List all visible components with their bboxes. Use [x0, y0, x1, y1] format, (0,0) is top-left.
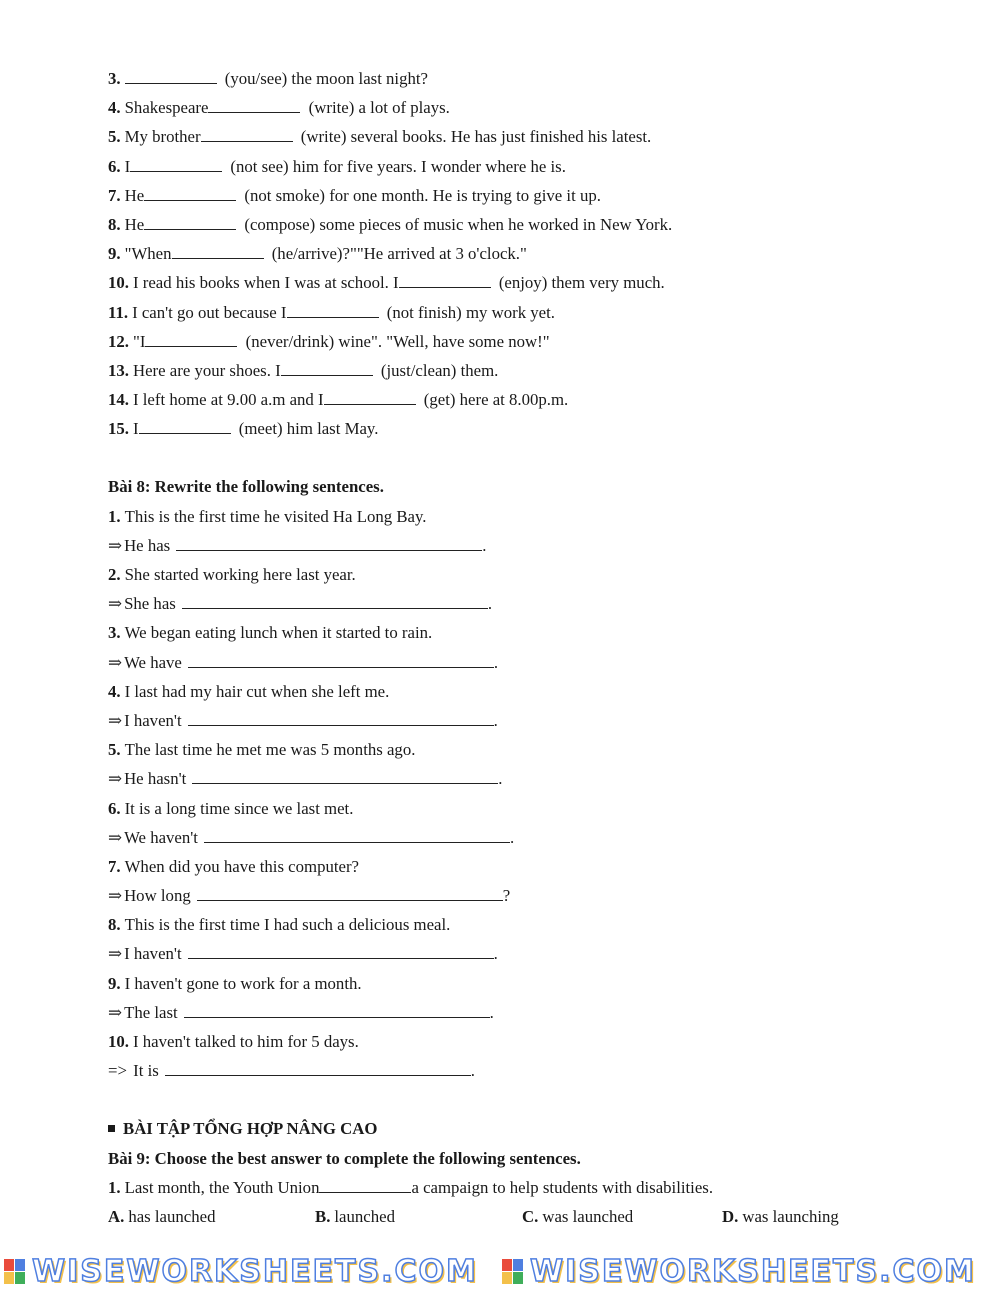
item-text-before: I [132, 419, 139, 439]
arrow-icon: ⇒ [108, 710, 123, 730]
ex8-item-8 [108, 910, 968, 939]
ex8-item-1 [108, 502, 968, 531]
advanced-heading-text: BÀI TẬP TỔNG HỢP NÂNG CAO [123, 1119, 378, 1139]
item-sentence: I haven't talked to him for 5 days. [132, 1032, 359, 1051]
square-bullet-icon [108, 1125, 115, 1132]
item-text-before: I read his books when I was at school. I [132, 273, 399, 293]
ex8-rewrite-2 [108, 589, 968, 618]
item-text-before: My brother [124, 127, 201, 147]
option-label: D. [722, 1206, 739, 1226]
item-number: 14. [108, 390, 129, 410]
end-punct: . [493, 944, 498, 964]
answer-blank[interactable] [201, 127, 293, 142]
answer-blank[interactable] [144, 215, 236, 230]
option-text: has launched [128, 1206, 216, 1226]
item-text-before: I [124, 156, 131, 176]
item-text-before: Shakespeare [124, 98, 209, 118]
watermark-text: WISEWORKSHEETS.COM [32, 1254, 478, 1289]
rewrite-prompt: We have [124, 652, 182, 672]
option-b[interactable] [315, 1202, 395, 1231]
item-text-before: "When [124, 244, 172, 264]
wise-logo-icon [4, 1259, 26, 1285]
item-text: (write) a lot of plays. [308, 98, 450, 118]
item-sentence: We began eating lunch when it started to rain. [124, 623, 433, 643]
ex7-item-9 [108, 239, 968, 268]
answer-blank[interactable] [287, 303, 379, 318]
ex8-item-9 [108, 969, 968, 998]
answer-blank[interactable] [399, 273, 491, 288]
item-text: (enjoy) them very much. [498, 273, 665, 293]
item-text: (compose) some pieces of music when he worked in New York. [244, 214, 673, 234]
ex8-item-3 [108, 618, 968, 647]
arrow-icon: ⇒ [108, 769, 123, 789]
item-text: (you/see) the moon last night? [224, 69, 428, 88]
rewrite-blank[interactable] [188, 653, 494, 668]
answer-blank[interactable] [144, 186, 236, 201]
arrow-icon: ⇒ [108, 652, 123, 672]
ex8-rewrite-9 [108, 998, 968, 1027]
ex7-item-14 [108, 385, 968, 414]
option-c[interactable] [522, 1202, 633, 1231]
ex8-item-7 [108, 852, 968, 881]
ex8-item-4 [108, 677, 968, 706]
answer-blank[interactable] [172, 244, 264, 259]
item-number: 12. [108, 331, 129, 351]
item-number: 11. [108, 302, 129, 322]
end-punct: ? [502, 886, 511, 906]
arrow-icon: => [108, 1061, 127, 1081]
ex8-item-2 [108, 560, 968, 589]
option-label: C. [522, 1206, 539, 1226]
arrow-icon: ⇒ [108, 827, 123, 847]
item-number: 5. [108, 127, 121, 147]
wise-logo-icon [502, 1259, 524, 1285]
ex8-rewrite-8 [108, 939, 968, 968]
answer-blank[interactable] [139, 419, 231, 434]
advanced-section-heading [108, 1114, 968, 1143]
ex7-item-7 [108, 181, 968, 210]
answer-blank[interactable] [324, 390, 416, 405]
item-text-before: I can't go out because I [132, 302, 287, 322]
item-text: (get) here at 8.00p.m. [423, 390, 569, 410]
exercise-9 [108, 1144, 968, 1232]
rewrite-blank[interactable] [182, 594, 488, 609]
rewrite-blank[interactable] [184, 1003, 490, 1018]
item-number: 6. [108, 156, 121, 176]
item-number: 10. [108, 1032, 129, 1051]
ex8-rewrite-10 [108, 1056, 968, 1085]
item-number: 6. [108, 798, 121, 818]
ex7-item-3 [108, 64, 968, 93]
item-text: (not finish) my work yet. [386, 302, 555, 322]
ex7-item-11 [108, 298, 968, 327]
option-label: A. [108, 1206, 125, 1226]
end-punct: . [493, 710, 498, 730]
ex8-rewrite-1 [108, 531, 968, 560]
item-sentence: I haven't gone to work for a month. [124, 973, 362, 993]
rewrite-blank[interactable] [188, 944, 494, 959]
item-number: 7. [108, 185, 121, 205]
ex8-rewrite-7 [108, 881, 968, 910]
item-text-before: He [124, 185, 145, 205]
item-sentence: This is the first time I had such a delicious meal. [124, 915, 451, 935]
exercise-7-list [108, 64, 968, 443]
rewrite-blank[interactable] [188, 711, 494, 726]
item-sentence: It is a long time since we last met. [124, 798, 354, 818]
answer-blank[interactable] [208, 98, 300, 113]
ex8-rewrite-6 [108, 823, 968, 852]
answer-blank[interactable] [319, 1178, 411, 1193]
rewrite-prompt: She has [124, 594, 176, 614]
ex7-item-8 [108, 210, 968, 239]
item-text: (just/clean) them. [380, 360, 499, 380]
item-sentence: When did you have this computer? [124, 856, 359, 876]
item-sentence: The last time he met me was 5 months ago. [124, 740, 416, 760]
rewrite-prompt: I haven't [124, 944, 182, 964]
ex8-item-10 [108, 1027, 968, 1056]
item-number: 4. [108, 98, 121, 118]
end-punct: . [487, 594, 493, 614]
item-number: 5. [108, 740, 121, 760]
rewrite-prompt: He has [124, 535, 171, 555]
item-number: 15. [108, 419, 129, 439]
item-text: (meet) him last May. [238, 419, 379, 439]
item-sentence: She started working here last year. [124, 565, 356, 584]
arrow-icon: ⇒ [108, 886, 123, 906]
end-punct: . [509, 827, 515, 847]
answer-blank[interactable] [281, 361, 373, 376]
option-d[interactable] [722, 1202, 839, 1231]
ex8-item-5 [108, 735, 968, 764]
answer-blank[interactable] [125, 69, 217, 84]
ex8-rewrite-3 [108, 648, 968, 677]
end-punct: . [482, 535, 487, 555]
rewrite-prompt: How long [124, 886, 191, 906]
rewrite-prompt: It is [133, 1061, 159, 1081]
item-text: (never/drink) wine". "Well, have some now!" [245, 331, 550, 351]
rewrite-blank[interactable] [204, 828, 510, 843]
end-punct: . [493, 652, 499, 672]
item-text-before: I left home at 9.00 a.m and I [132, 390, 324, 410]
ex7-item-4 [108, 93, 968, 122]
ex9-question-1 [108, 1173, 968, 1202]
item-number: 8. [108, 915, 121, 935]
item-number: 2. [108, 565, 121, 584]
ex9-options-1 [108, 1202, 968, 1231]
option-text: was launched [542, 1206, 634, 1226]
item-text: (write) several books. He has just finished his latest. [300, 127, 652, 147]
option-a[interactable] [108, 1202, 215, 1231]
question-text-after: a campaign to help students with disabilities. [411, 1177, 714, 1197]
item-number: 9. [108, 244, 121, 264]
ex7-item-6 [108, 152, 968, 181]
option-label: B. [315, 1206, 331, 1226]
end-punct: . [470, 1061, 475, 1081]
ex7-item-15 [108, 414, 968, 443]
exercise-9-title: Bài 9: Choose the best answer to complete the following sentences. [108, 1148, 581, 1168]
item-text-before: "I [132, 331, 146, 351]
watermark-text: WISEWORKSHEETS.COM [530, 1254, 976, 1289]
item-number: 9. [108, 973, 121, 993]
rewrite-prompt: The last [124, 1002, 178, 1022]
rewrite-blank[interactable] [192, 769, 498, 784]
item-number: 1. [108, 1177, 121, 1197]
question-text-before: Last month, the Youth Union [124, 1177, 320, 1197]
rewrite-prompt: I haven't [124, 710, 182, 730]
ex8-item-6 [108, 794, 968, 823]
item-text: (not smoke) for one month. He is trying to give it up. [244, 185, 601, 205]
answer-blank[interactable] [130, 157, 222, 172]
ex7-item-5 [108, 122, 968, 151]
end-punct: . [489, 1002, 494, 1022]
rewrite-blank[interactable] [165, 1061, 471, 1076]
answer-blank[interactable] [145, 332, 237, 347]
item-number: 3. [108, 623, 121, 643]
worksheet-page [108, 64, 968, 1231]
watermark-1 [4, 1254, 478, 1289]
item-number: 4. [108, 681, 121, 701]
exercise-8 [108, 472, 968, 1085]
arrow-icon: ⇒ [108, 594, 123, 614]
item-number: 7. [108, 856, 121, 876]
option-text: was launching [742, 1206, 839, 1226]
exercise-8-title: Bài 8: Rewrite the following sentences. [108, 477, 384, 497]
item-sentence: This is the first time he visited Ha Long Bay. [124, 506, 427, 526]
watermark-2 [502, 1254, 976, 1289]
rewrite-prompt: He hasn't [124, 769, 187, 789]
rewrite-prompt: We haven't [124, 827, 198, 847]
ex8-rewrite-4 [108, 706, 968, 735]
watermark-footer [0, 1254, 1000, 1288]
option-text: launched [334, 1206, 395, 1226]
item-number: 10. [108, 273, 129, 293]
item-text: (he/arrive)?""He arrived at 3 o'clock." [271, 244, 527, 264]
item-sentence: I last had my hair cut when she left me. [124, 681, 390, 701]
item-text-before: He [124, 214, 145, 234]
item-number: 3. [108, 69, 121, 88]
ex7-item-13 [108, 356, 968, 385]
rewrite-blank[interactable] [197, 886, 503, 901]
arrow-icon: ⇒ [108, 944, 123, 964]
item-number: 13. [108, 360, 129, 380]
arrow-icon: ⇒ [108, 1002, 123, 1022]
ex7-item-10 [108, 268, 968, 297]
end-punct: . [498, 769, 503, 789]
item-text: (not see) him for five years. I wonder where he is. [230, 156, 566, 176]
arrow-icon: ⇒ [108, 535, 123, 555]
item-number: 1. [108, 506, 121, 526]
ex7-item-12 [108, 327, 968, 356]
ex8-rewrite-5 [108, 764, 968, 793]
rewrite-blank[interactable] [176, 536, 482, 551]
item-text-before: Here are your shoes. I [132, 360, 281, 380]
item-number: 8. [108, 214, 121, 234]
